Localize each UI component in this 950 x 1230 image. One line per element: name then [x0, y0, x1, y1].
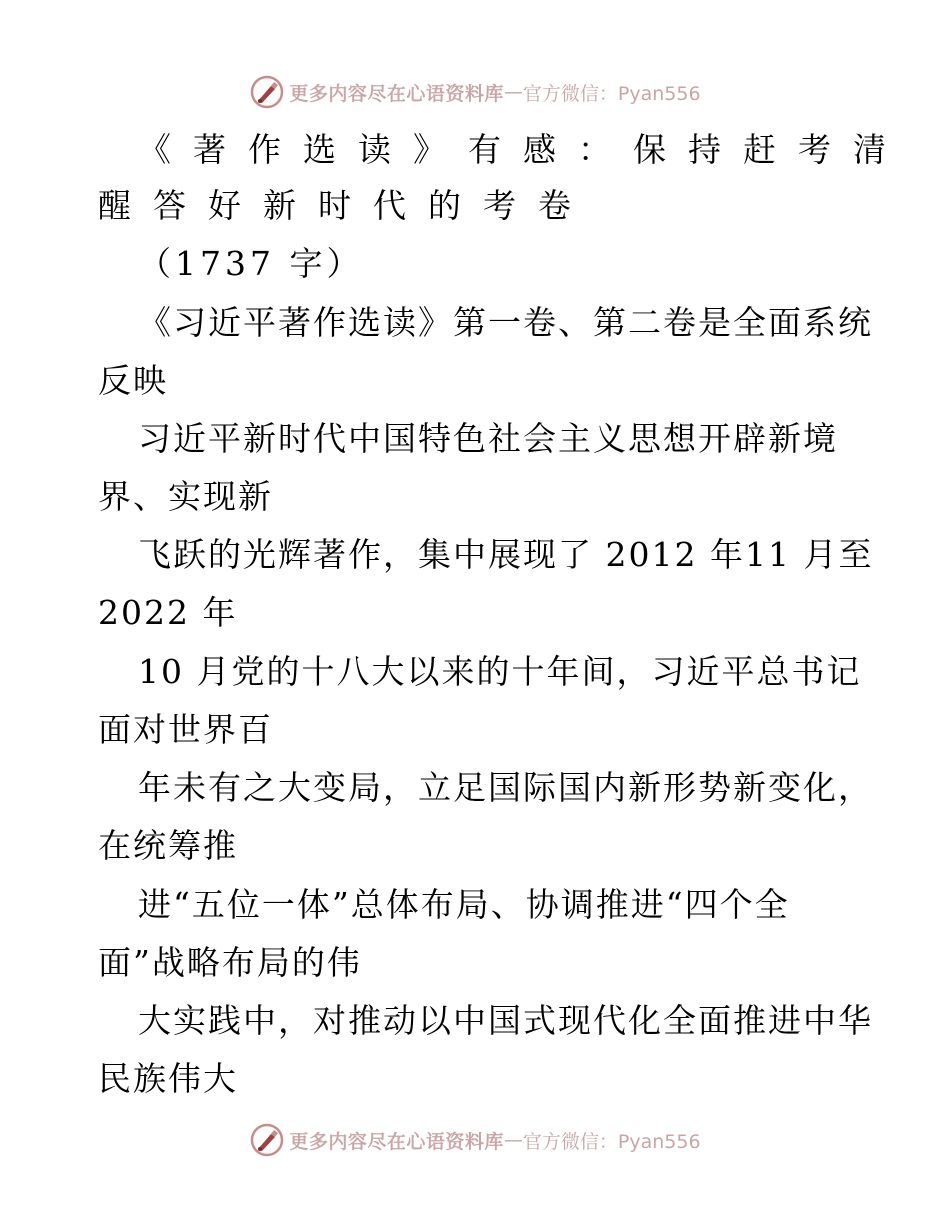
banner-separator: —	[503, 81, 523, 103]
paragraph-line: 面对世界百	[98, 710, 273, 749]
word-count: （1737 字）	[138, 244, 364, 283]
paragraph-line: 习近平新时代中国特色社会主义思想开辟新境	[138, 419, 838, 458]
paragraph-line: 进“五位一体”总体布局、协调推进“四个全	[138, 885, 790, 924]
paragraph-line: 面”战略布局的伟	[98, 943, 362, 982]
paragraph-line: 反映	[98, 361, 168, 400]
pen-circle-logo-icon	[249, 74, 285, 110]
banner-contact: 官方微信：Pyan556	[522, 82, 701, 105]
paragraph-line: 在统筹推	[98, 826, 238, 865]
paragraph-line: 2022 年	[98, 593, 238, 632]
footer-banner	[0, 1120, 950, 1160]
paragraph-line: 《习近平著作选读》第一卷、第二卷是全面系统	[138, 303, 873, 342]
banner-label: 更多内容尽在心语资料库	[289, 82, 504, 105]
paragraph-line: 10 月党的十八大以来的十年间，习近平总书记	[138, 652, 862, 691]
banner-label: 更多内容尽在心语资料库	[289, 1130, 504, 1153]
paragraph-line: 年未有之大变局，立足国际国内新形势新变化，	[138, 768, 873, 807]
paragraph-line: 界、实现新	[98, 477, 273, 516]
doc-title-line-1: 《著作选读》有感：保持赶考清	[138, 130, 908, 169]
doc-title-line-2: 醒答好新时代的考卷	[98, 186, 593, 225]
header-banner	[0, 72, 950, 112]
pen-circle-logo-icon	[249, 1122, 285, 1158]
paragraph-line: 大实践中，对推动以中国式现代化全面推进中华	[138, 1001, 873, 1040]
paragraph-line: 民族伟大	[98, 1059, 238, 1098]
banner-contact: 官方微信：Pyan556	[522, 1130, 701, 1153]
paragraph-line: 飞跃的光辉著作，集中展现了 2012 年11 月至	[138, 535, 874, 574]
banner-separator: —	[503, 1129, 523, 1151]
